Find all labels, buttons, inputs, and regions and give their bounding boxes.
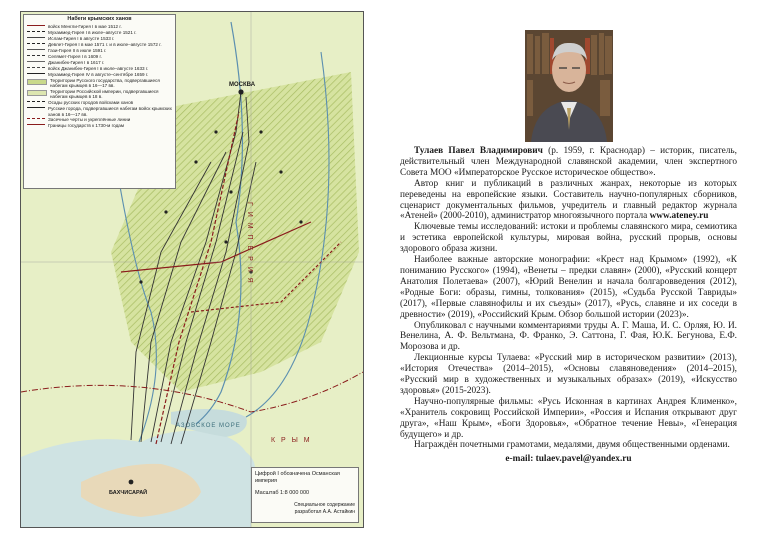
- legend-text: Селямет-Гирея I в 1609 г.: [48, 53, 102, 59]
- bio-works-text: Автор книг и публикаций в различных жанрах, некоторые из которых переведены на европейские языки. Составитель научно-популярных сборников, сценарист документальных фильмов, учредитель и главный редактор журнала «Атеней» (2000-2010), администратор многоязычного портала: [400, 178, 737, 222]
- portal-link[interactable]: www.ateney.ru: [649, 211, 709, 222]
- legend-swatch: [27, 101, 45, 106]
- legend-swatch: [27, 67, 45, 72]
- map-label-bakhchisaray: БАХЧИСАРАЙ: [109, 490, 148, 496]
- map-label-crimea: К Р Ы М: [271, 437, 312, 444]
- bio-intro-text: (р. 1959, г. Краснодар) – историк, писатель, действительный член Международной славянской академии, член экспертного Совета МОО «Императорское Русское историческое общество».: [400, 146, 737, 178]
- map-label-sea: АЗОВСКОЕ МОРЕ: [176, 423, 241, 429]
- author-email[interactable]: e-mail: tulaev.pavel@yandex.ru: [505, 454, 632, 465]
- legend-swatch: [27, 79, 47, 85]
- author-name: Тулаев Павел Владимирович: [414, 146, 543, 156]
- legend-text: войск Менгли-Гирея I в мае 1512 г.: [48, 23, 122, 29]
- bio-lectures: Лекционные курсы Тулаева: «Русский мир в историческом развитии» (2013), «История Отечества» (2014–2015), «Основы славяноведения» (2014–2015), «Русский мир в художественных и музыкальных образах» (2019), «Искусство здоровья» (2015-2023).: [400, 353, 737, 396]
- legend-text: Мухаммед-Гирея IV в августе–сентябре 1659 г.: [48, 71, 149, 77]
- legend-swatch: [27, 124, 45, 129]
- legend-text: Границы государств к 1730-м годам: [48, 123, 125, 129]
- legend-text: Русские города, подвергавшиеся набегам войск крымских ханов в 16—17 вв.: [48, 105, 172, 117]
- legend-item: [27, 78, 172, 89]
- bio-research: Ключевые темы исследований: истоки и проблемы славянского мира, семиотика и эстетика европейской культуры, мировая война, русский прорыв, основы здорового образа жизни.: [400, 222, 737, 255]
- legend-item: [27, 123, 172, 129]
- legend-item: [27, 89, 172, 100]
- scale-line-2: Масштаб 1:8 000 000: [255, 490, 310, 496]
- scale-line-4: разработал А.А. Астайкин: [294, 509, 355, 515]
- legend-swatch: [27, 49, 45, 54]
- bio-publications: Опубликовал с научными комментариями труды А. Г. Маша, И. С. Орляя, Ю. И. Венелина, А. Ф. Вельтмана, Ф. Франко, Э. Саттона, Г. Фая, Ю.К. Бегунова, Е.Ф. Морозова и др.: [400, 320, 737, 353]
- legend-text: Осады русских городов войсками ханов: [48, 99, 134, 105]
- historical-map: [20, 11, 364, 528]
- legend-swatch: [27, 43, 45, 48]
- bio-works: [400, 179, 737, 223]
- legend-swatch: [27, 107, 45, 112]
- legend-text: Засечные черты и укреплённые линии: [48, 117, 131, 123]
- legend-text: Мухаммед-Гирея I в июле–августе 1521 г.: [48, 29, 137, 35]
- scale-line-1: Цифрой I обозначена Османская империя: [255, 471, 340, 484]
- legend-text: Ислам-Гирея I в августе 1533 г.: [48, 35, 115, 41]
- legend-item: [27, 106, 172, 117]
- bio-intro: [400, 146, 737, 179]
- map-label-empire: Г И М П Е Р И Я: [246, 202, 253, 285]
- bio-films: Научно-популярные фильмы: «Русь Исконная в картинах Андрея Клименко», «Хранитель сокровищ Российской Империи», «Россия и Испания открывают друг друга», «Наш Крым», «Боги Здоровья», «Обратное течение Невы», «Генерация будущего» и др.: [400, 396, 737, 440]
- map-legend: [23, 14, 176, 189]
- legend-text: войск Джанибек-Гирея I в июле–августе 1633 г.: [48, 65, 149, 71]
- legend-swatch: [27, 31, 45, 36]
- legend-swatch: [27, 25, 45, 30]
- legend-text: Джанибек-Гирея I в 1617 г.: [48, 59, 105, 65]
- scale-line-3: Специальное содержание: [294, 502, 355, 508]
- legend-title: Набеги крымских ханов: [67, 16, 132, 22]
- map-scale-box: [251, 467, 359, 523]
- author-bio: [400, 146, 737, 465]
- legend-swatch: [27, 61, 45, 66]
- legend-text: Девлет-Гирея I в мае 1571 г. и в июле–августе 1572 г.: [48, 41, 162, 47]
- legend-swatch: [27, 90, 47, 96]
- bio-awards: Награждён почетными грамотами, медалями, двумя общественными орденами.: [414, 440, 730, 451]
- legend-swatch: [27, 55, 45, 60]
- legend-swatch: [27, 118, 45, 123]
- legend-swatch: [27, 37, 45, 42]
- bio-monographs: Наиболее важные авторские монографии: «Крест над Крымом» (1992), «К пониманию Русского» (1994), «Венеты – предки славян» (2000), «Русский концерт Анатолия Полетаева» (2007), «Юрий Венелин и начала болгаровведения (2012), «Родные Боги: образы, гимны, толкования» (2015), «Судьба Русской Тавриды» (2017), «Первые славянофилы и их съезды» (2017), «Русь, славяне и их соседи в древности» (2019), «Российский Крым. Обзор большой истории (2023)».: [400, 255, 737, 320]
- author-portrait: [525, 30, 613, 142]
- legend-text: Территории Российской империи, подвергавшиеся набегам крымцев в 18 в.: [50, 88, 159, 100]
- map-label-moscow: МОСКВА: [229, 82, 256, 88]
- legend-text: Территории Русского государства, подвергавшиеся набегам крымцев в 16—17 вв.: [50, 77, 160, 89]
- legend-swatch: [27, 73, 45, 78]
- legend-text: Гази-Гирея II в июле 1591 г.: [48, 47, 107, 53]
